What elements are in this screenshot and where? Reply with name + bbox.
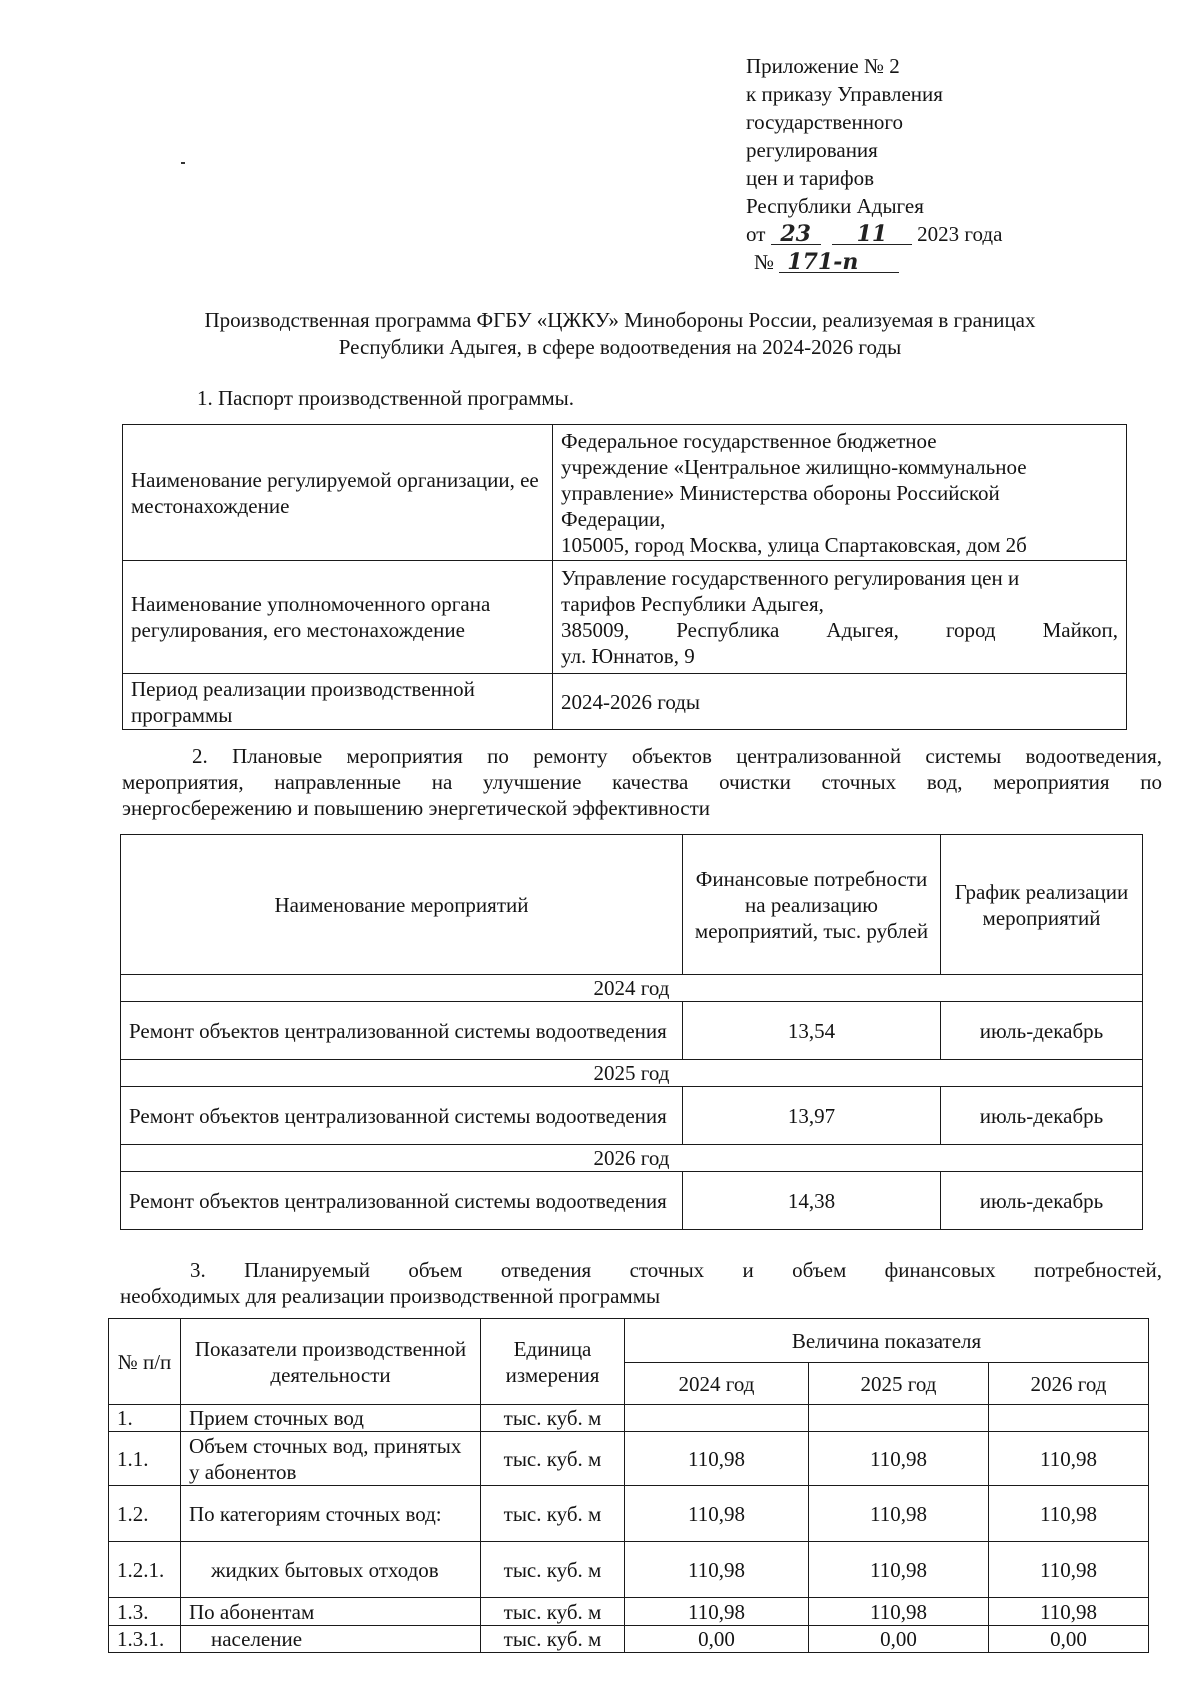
measure-schedule: июль-декабрь — [941, 1172, 1143, 1230]
col-header-schedule: График реализации мероприятий — [941, 835, 1143, 975]
row-v2026: 110,98 — [989, 1486, 1149, 1542]
table-row — [123, 674, 1127, 730]
row-v2025: 110,98 — [809, 1598, 989, 1626]
row-num: 1.3.1. — [109, 1626, 181, 1653]
row-v2026: 110,98 — [989, 1598, 1149, 1626]
passport-table — [122, 424, 1127, 730]
measure-schedule: июль-декабрь — [941, 1002, 1143, 1060]
year-label: 2025 год — [121, 1060, 1143, 1087]
col-header-name: Наименование мероприятий — [121, 835, 683, 975]
measure-finance: 13,54 — [683, 1002, 941, 1060]
table-row — [121, 1087, 1143, 1145]
row-v2026: 110,98 — [989, 1432, 1149, 1486]
col-header-finance: Финансовые потребности на реализацию мероприятий, тыс. рублей — [683, 835, 941, 975]
table-row — [121, 1002, 1143, 1060]
row-num: 1.3. — [109, 1598, 181, 1626]
order-number: 171-п — [779, 248, 899, 273]
row-num: 1.2. — [109, 1486, 181, 1542]
annex-line: Приложение № 2 — [746, 54, 900, 78]
section2-heading: 2. Плановые мероприятия по ремонту объектов централизованной системы водоотведения, мероприятия, направленные на улучшение качества очистки сточных вод, мероприятия по энергосбережению и повышению энергетической эффективности — [122, 744, 1162, 820]
annex-line: регулирования — [746, 138, 878, 162]
col-header-2025: 2025 год — [809, 1363, 989, 1405]
table-row — [109, 1626, 1149, 1653]
annex-date: от 23 11 2023 года — [746, 221, 1003, 247]
table-row — [109, 1598, 1149, 1626]
row-v2024: 110,98 — [625, 1486, 809, 1542]
row-v2026 — [989, 1405, 1149, 1432]
measure-name: Ремонт объектов централизованной системы водоотведения — [121, 1172, 683, 1230]
section3-heading: 3. Планируемый объем отведения сточных и объем финансовых потребностей, необходимых для реализации производственной программы — [120, 1258, 1162, 1308]
row-unit: тыс. куб. м — [481, 1542, 625, 1598]
measures-table — [120, 834, 1143, 1230]
indicators-table — [108, 1318, 1149, 1653]
row-v2026: 0,00 — [989, 1626, 1149, 1653]
passport-value: Федеральное государственное бюджетное учреждение «Центральное жилищно-коммунальное управление» Министерства обороны Российской Федерации, 105005, город Москва, улица Спартаковская, дом 2б — [553, 425, 1127, 561]
table-row — [109, 1542, 1149, 1598]
year-label: 2026 год — [121, 1145, 1143, 1172]
year-row — [121, 1060, 1143, 1087]
row-name: По категориям сточных вод: — [181, 1486, 481, 1542]
table-row — [109, 1432, 1149, 1486]
row-name: Объем сточных вод, принятых у абонентов — [181, 1432, 481, 1486]
col-header-indicator: Показатели производственной деятельности — [181, 1319, 481, 1405]
passport-label: Наименование регулируемой организации, ее местонахождение — [123, 425, 553, 561]
row-v2024: 110,98 — [625, 1598, 809, 1626]
row-unit: тыс. куб. м — [481, 1598, 625, 1626]
annex-line: Республики Адыгея — [746, 194, 924, 218]
row-name: жидких бытовых отходов — [181, 1542, 481, 1598]
annex-line: к приказу Управления — [746, 82, 943, 106]
annex-line: цен и тарифов — [746, 166, 875, 190]
row-num: 1.2.1. — [109, 1542, 181, 1598]
measure-finance: 14,38 — [683, 1172, 941, 1230]
row-name: население — [181, 1626, 481, 1653]
row-v2025 — [809, 1405, 989, 1432]
row-v2025: 110,98 — [809, 1432, 989, 1486]
col-header-num: № п/п — [109, 1319, 181, 1405]
passport-label: Наименование уполномоченного органа регулирования, его местонахождение — [123, 561, 553, 674]
row-num: 1.1. — [109, 1432, 181, 1486]
table-header — [109, 1319, 1149, 1363]
year-row — [121, 1145, 1143, 1172]
table-row — [123, 425, 1127, 561]
date-month: 11 — [832, 220, 912, 245]
document-title: Производственная программа ФГБУ «ЦЖКУ» Минобороны России, реализуемая в границах Республики Адыгея, в сфере водоотведения на 2024-2026 годы — [204, 308, 1036, 359]
section1-heading: 1. Паспорт производственной программы. — [197, 386, 575, 410]
col-header-unit: Единица измерения — [481, 1319, 625, 1405]
passport-label: Период реализации производственной программы — [123, 674, 553, 730]
col-header-2024: 2024 год — [625, 1363, 809, 1405]
row-v2026: 110,98 — [989, 1542, 1149, 1598]
row-v2024 — [625, 1405, 809, 1432]
row-v2024: 110,98 — [625, 1542, 809, 1598]
stray-mark — [181, 162, 185, 164]
measure-finance: 13,97 — [683, 1087, 941, 1145]
col-header-2026: 2026 год — [989, 1363, 1149, 1405]
row-unit: тыс. куб. м — [481, 1432, 625, 1486]
measure-name: Ремонт объектов централизованной системы водоотведения — [121, 1002, 683, 1060]
row-v2024: 0,00 — [625, 1626, 809, 1653]
row-v2024: 110,98 — [625, 1432, 809, 1486]
table-row — [121, 1172, 1143, 1230]
measure-schedule: июль-декабрь — [941, 1087, 1143, 1145]
year-row — [121, 975, 1143, 1002]
table-row — [109, 1405, 1149, 1432]
table-row — [109, 1486, 1149, 1542]
year-label: 2024 год — [121, 975, 1143, 1002]
date-day: 23 — [771, 220, 821, 245]
row-v2025: 110,98 — [809, 1486, 989, 1542]
passport-value: 2024-2026 годы — [553, 674, 1127, 730]
row-num: 1. — [109, 1405, 181, 1432]
table-header — [121, 835, 1143, 975]
row-unit: тыс. куб. м — [481, 1405, 625, 1432]
annex-block — [746, 52, 1002, 276]
row-unit: тыс. куб. м — [481, 1486, 625, 1542]
col-header-value: Величина показателя — [625, 1319, 1149, 1363]
passport-value: Управление государственного регулирования цен и тарифов Республики Адыгея, 385009, Республика Адыгея, город Майкоп, ул. Юннатов, 9 — [553, 561, 1127, 674]
annex-number: № 171-п — [746, 248, 1002, 276]
table-row — [123, 561, 1127, 674]
row-name: По абонентам — [181, 1598, 481, 1626]
measure-name: Ремонт объектов централизованной системы водоотведения — [121, 1087, 683, 1145]
row-v2025: 110,98 — [809, 1542, 989, 1598]
row-name: Прием сточных вод — [181, 1405, 481, 1432]
annex-line: государственного — [746, 110, 904, 134]
row-v2025: 0,00 — [809, 1626, 989, 1653]
row-unit: тыс. куб. м — [481, 1626, 625, 1653]
